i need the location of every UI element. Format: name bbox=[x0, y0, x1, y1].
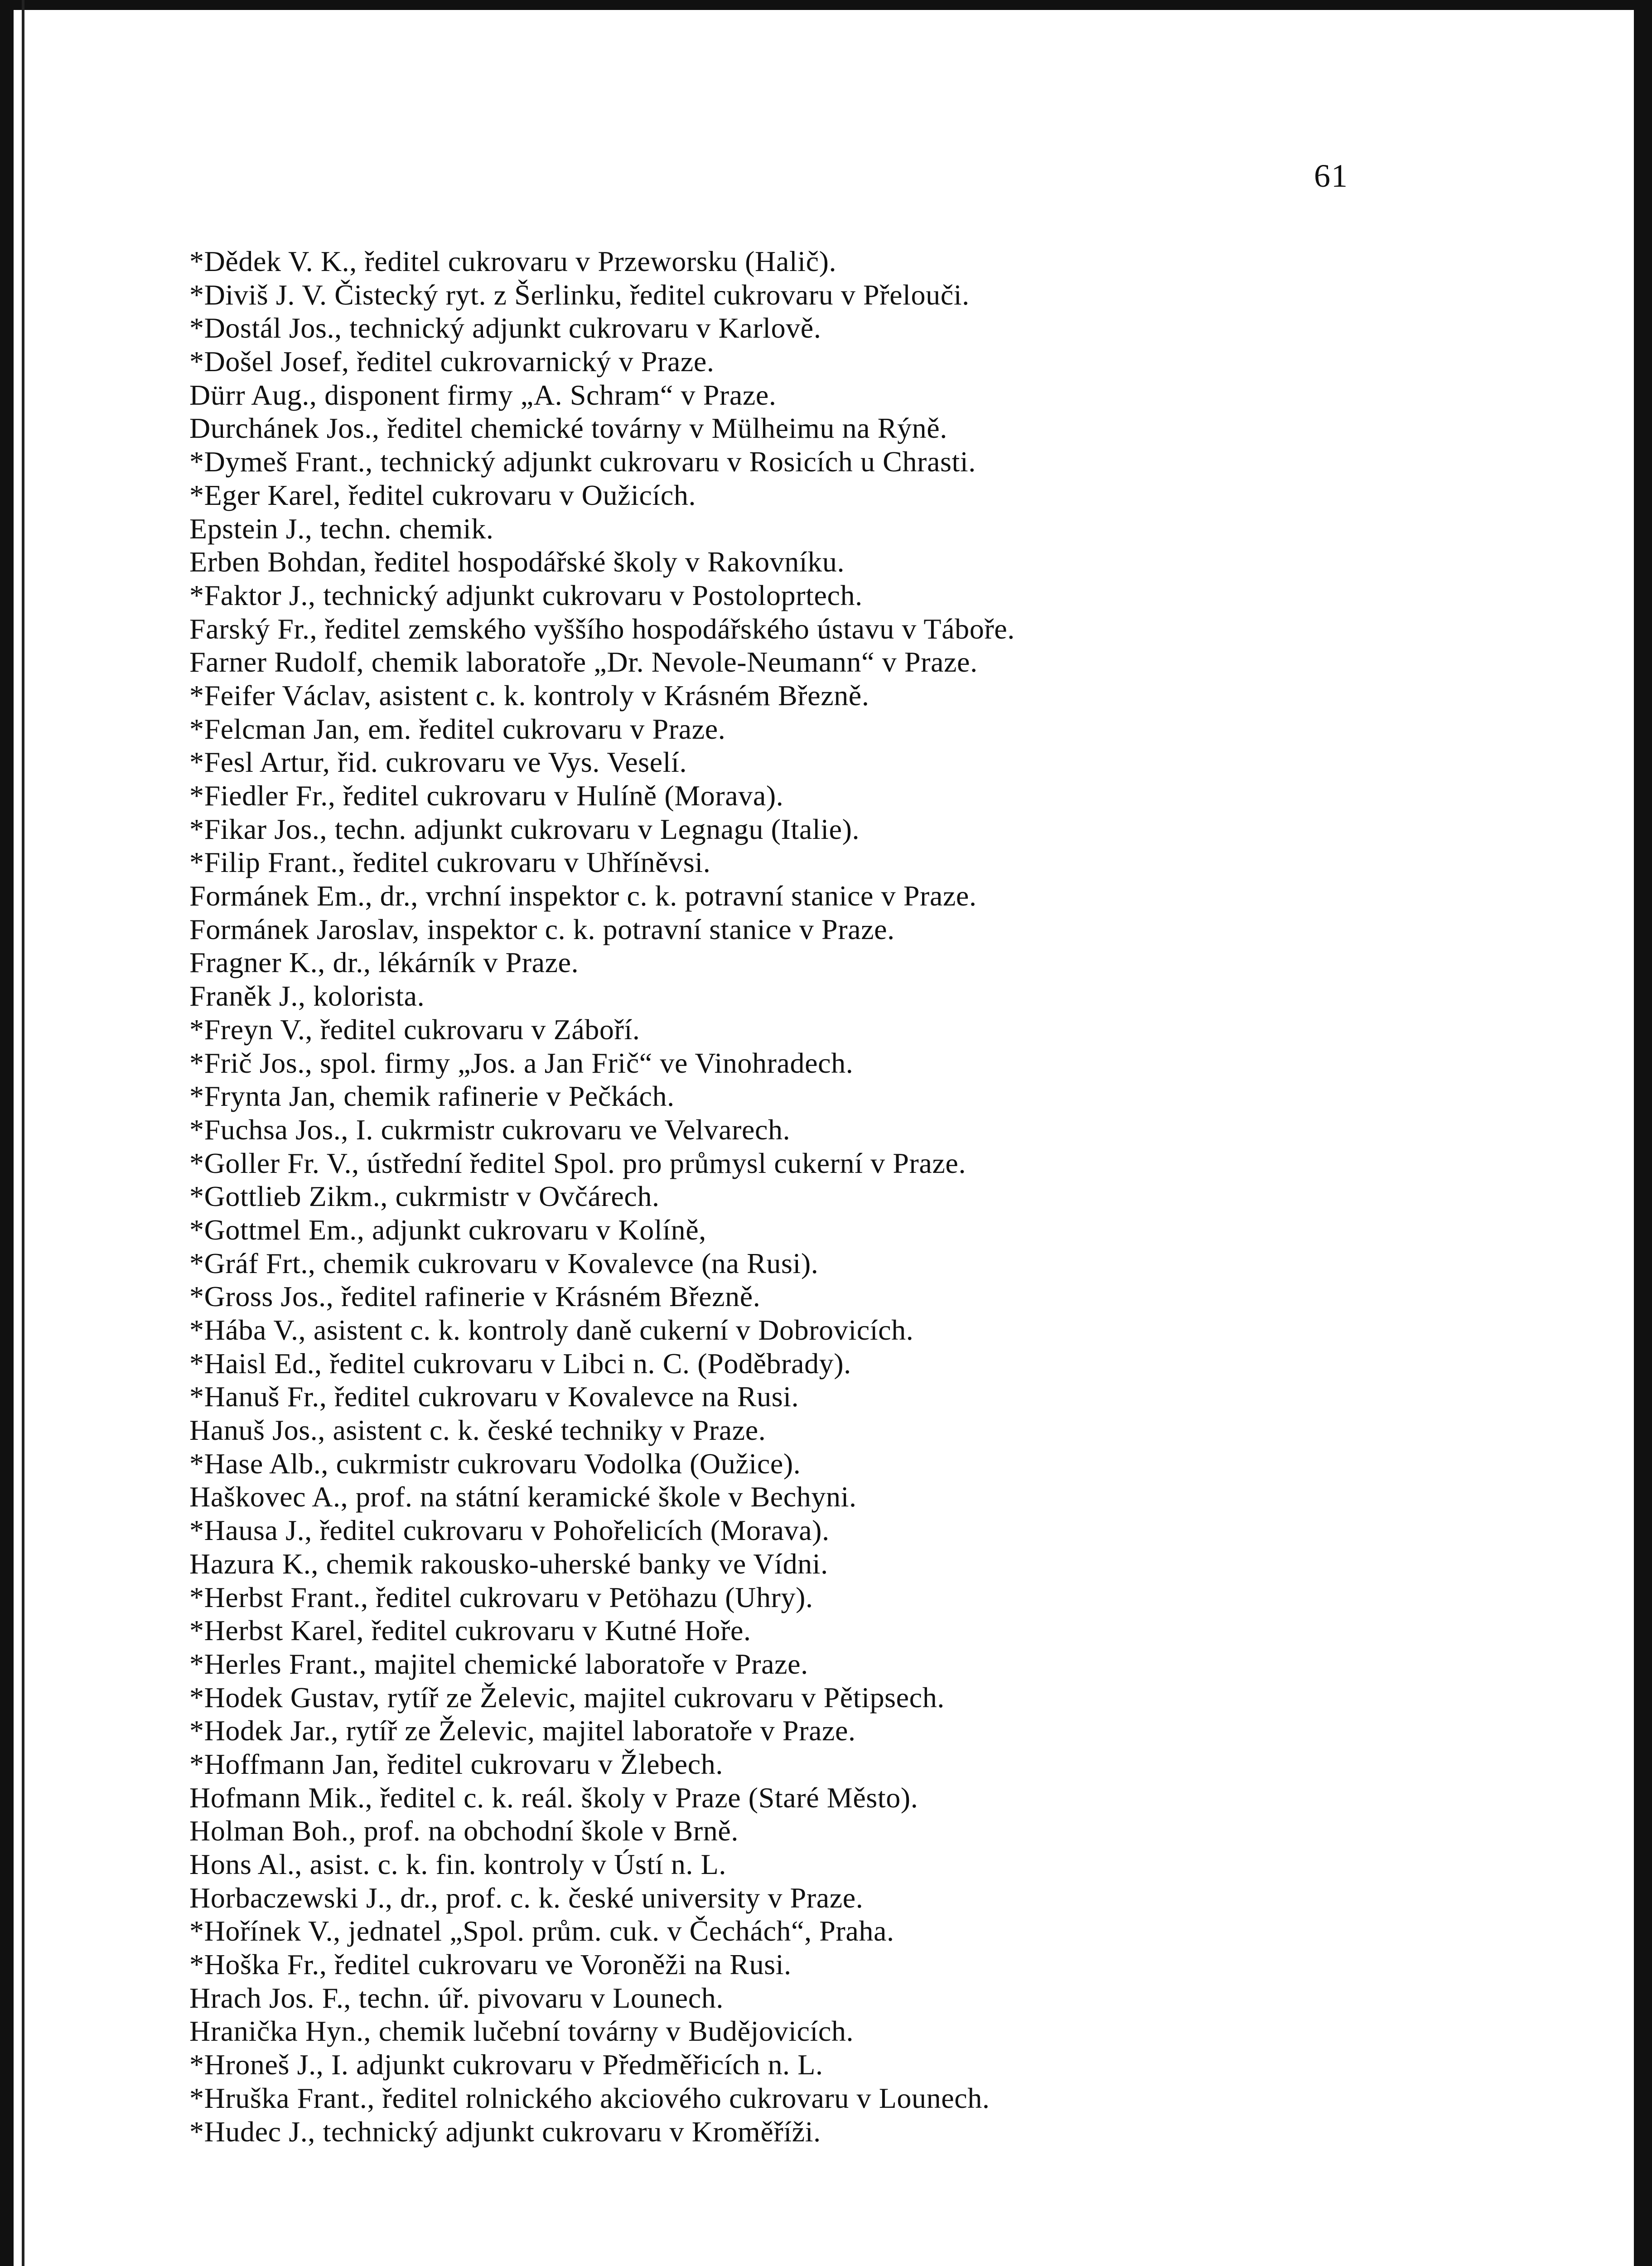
scan-border-left bbox=[0, 0, 14, 2266]
list-item: Hofmann Mik., ředitel c. k. reál. školy v Praze (Staré Město). bbox=[189, 1781, 918, 1814]
list-item: Franěk J., kolorista. bbox=[189, 980, 425, 1012]
list-item: Farner Rudolf, chemik laboratoře „Dr. Nevole-Neumann“ v Praze. bbox=[189, 646, 978, 678]
list-item: *Gottlieb Zikm., cukrmistr v Ovčárech. bbox=[189, 1180, 660, 1213]
list-item: *Hanuš Fr., ředitel cukrovaru v Kovalevce na Rusi. bbox=[189, 1380, 799, 1413]
list-item: *Hoška Fr., ředitel cukrovaru ve Voroněži na Rusi. bbox=[189, 1948, 792, 1981]
list-item: Holman Boh., prof. na obchodní škole v Brně. bbox=[189, 1815, 739, 1847]
list-item: *Dostál Jos., technický adjunkt cukrovaru v Karlově. bbox=[189, 312, 821, 344]
member-list bbox=[189, 245, 1277, 2148]
list-item: *Herbst Karel, ředitel cukrovaru v Kutné Hoře. bbox=[189, 1614, 751, 1647]
page-number: 61 bbox=[1314, 158, 1348, 194]
list-item: *Hába V., asistent c. k. kontroly daně cukerní v Dobrovicích. bbox=[189, 1314, 914, 1346]
list-item: *Fiedler Fr., ředitel cukrovaru v Hulíně (Morava). bbox=[189, 780, 784, 812]
list-item: *Diviš J. V. Čistecký ryt. z Šerlinku, ředitel cukrovaru v Přelouči. bbox=[189, 278, 970, 311]
scan-border-top bbox=[0, 0, 1652, 10]
list-item: *Frič Jos., spol. firmy „Jos. a Jan Frič“ ve Vinohradech. bbox=[189, 1046, 854, 1079]
list-item: Fragner K., dr., lékárník v Praze. bbox=[189, 946, 579, 979]
list-item: *Fikar Jos., techn. adjunkt cukrovaru v Legnagu (Italie). bbox=[189, 813, 860, 845]
list-item: *Gross Jos., ředitel rafinerie v Krásném Březně. bbox=[189, 1280, 761, 1313]
list-item: *Frynta Jan, chemik rafinerie v Pečkách. bbox=[189, 1080, 675, 1113]
list-item: *Hodek Jar., rytíř ze Želevic, majitel laboratoře v Praze. bbox=[189, 1714, 856, 1747]
scan-border-right bbox=[1634, 0, 1652, 2266]
list-item: Hrach Jos. F., techn. úř. pivovaru v Lounech. bbox=[189, 1981, 724, 2014]
list-item: *Goller Fr. V., ústřední ředitel Spol. pro průmysl cukerní v Praze. bbox=[189, 1147, 966, 1179]
list-item: Durchánek Jos., ředitel chemické továrny v Mülheimu na Rýně. bbox=[189, 412, 947, 445]
list-item: *Dědek V. K., ředitel cukrovaru v Przeworsku (Halič). bbox=[189, 245, 837, 277]
list-item: Horbaczewski J., dr., prof. c. k. české university v Praze. bbox=[189, 1881, 864, 1914]
list-item: *Došel Josef, ředitel cukrovarnický v Praze. bbox=[189, 345, 715, 378]
list-item: *Hroneš J., I. adjunkt cukrovaru v Předměřicích n. L. bbox=[189, 2048, 823, 2081]
list-item: *Freyn V., ředitel cukrovaru v Záboří. bbox=[189, 1013, 640, 1046]
list-item: *Gráf Frt., chemik cukrovaru v Kovalevce (na Rusi). bbox=[189, 1247, 819, 1279]
list-item: *Gottmel Em., adjunkt cukrovaru v Kolíně, bbox=[189, 1213, 706, 1246]
list-item: *Hruška Frant., ředitel rolnického akciového cukrovaru v Lounech. bbox=[189, 2082, 990, 2114]
list-item: *Hodek Gustav, rytíř ze Želevic, majitel cukrovaru v Pětipsech. bbox=[189, 1681, 945, 1714]
list-item: *Herbst Frant., ředitel cukrovaru v Petöhazu (Uhry). bbox=[189, 1581, 813, 1613]
list-item: *Feifer Václav, asistent c. k. kontroly v Krásném Březně. bbox=[189, 679, 869, 712]
list-item: Hons Al., asist. c. k. fin. kontroly v Ústí n. L. bbox=[189, 1848, 726, 1880]
list-item: Formánek Jaroslav, inspektor c. k. potravní stanice v Praze. bbox=[189, 913, 895, 945]
scan-binding-edge bbox=[22, 0, 24, 2266]
list-item: *Hudec J., technický adjunkt cukrovaru v Kroměříži. bbox=[189, 2115, 821, 2148]
list-item: *Dymeš Frant., technický adjunkt cukrovaru v Rosicích u Chrasti. bbox=[189, 445, 976, 478]
list-item: Hranička Hyn., chemik lučební továrny v Budějovicích. bbox=[189, 2015, 854, 2048]
list-item: Epstein J., techn. chemik. bbox=[189, 512, 494, 545]
list-item: *Hořínek V., jednatel „Spol. prům. cuk. v Čechách“, Praha. bbox=[189, 1915, 894, 1947]
list-item: *Hausa J., ředitel cukrovaru v Pohořelicích (Morava). bbox=[189, 1514, 830, 1547]
list-item: *Filip Frant., ředitel cukrovaru v Uhříněvsi. bbox=[189, 846, 711, 879]
list-item: Erben Bohdan, ředitel hospodářské školy v Rakovníku. bbox=[189, 546, 845, 578]
list-item: Dürr Aug., disponent firmy „A. Schram“ v Praze. bbox=[189, 378, 777, 411]
list-item: *Eger Karel, ředitel cukrovaru v Oužicích. bbox=[189, 479, 696, 511]
list-item: *Fesl Artur, řid. cukrovaru ve Vys. Veselí. bbox=[189, 746, 687, 779]
list-item: Haškovec A., prof. na státní keramické škole v Bechyni. bbox=[189, 1481, 857, 1513]
list-item: Hanuš Jos., asistent c. k. české techniky v Praze. bbox=[189, 1414, 766, 1447]
list-item: *Fuchsa Jos., I. cukrmistr cukrovaru ve Velvarech. bbox=[189, 1113, 791, 1146]
list-item: *Faktor J., technický adjunkt cukrovaru v Postoloprtech. bbox=[189, 579, 863, 611]
list-item: *Herles Frant., majitel chemické laboratoře v Praze. bbox=[189, 1647, 808, 1680]
list-item: Formánek Em., dr., vrchní inspektor c. k. potravní stanice v Praze. bbox=[189, 880, 977, 912]
list-item: *Hase Alb., cukrmistr cukrovaru Vodolka (Oužice). bbox=[189, 1447, 801, 1480]
list-item: *Haisl Ed., ředitel cukrovaru v Libci n. C. (Poděbrady). bbox=[189, 1347, 851, 1380]
list-item: *Hoffmann Jan, ředitel cukrovaru v Žlebech. bbox=[189, 1748, 723, 1780]
list-item: Farský Fr., ředitel zemského vyššího hospodářského ústavu v Táboře. bbox=[189, 612, 1015, 645]
list-item: Hazura K., chemik rakousko-uherské banky ve Vídni. bbox=[189, 1547, 828, 1580]
list-item: *Felcman Jan, em. ředitel cukrovaru v Praze. bbox=[189, 712, 726, 745]
